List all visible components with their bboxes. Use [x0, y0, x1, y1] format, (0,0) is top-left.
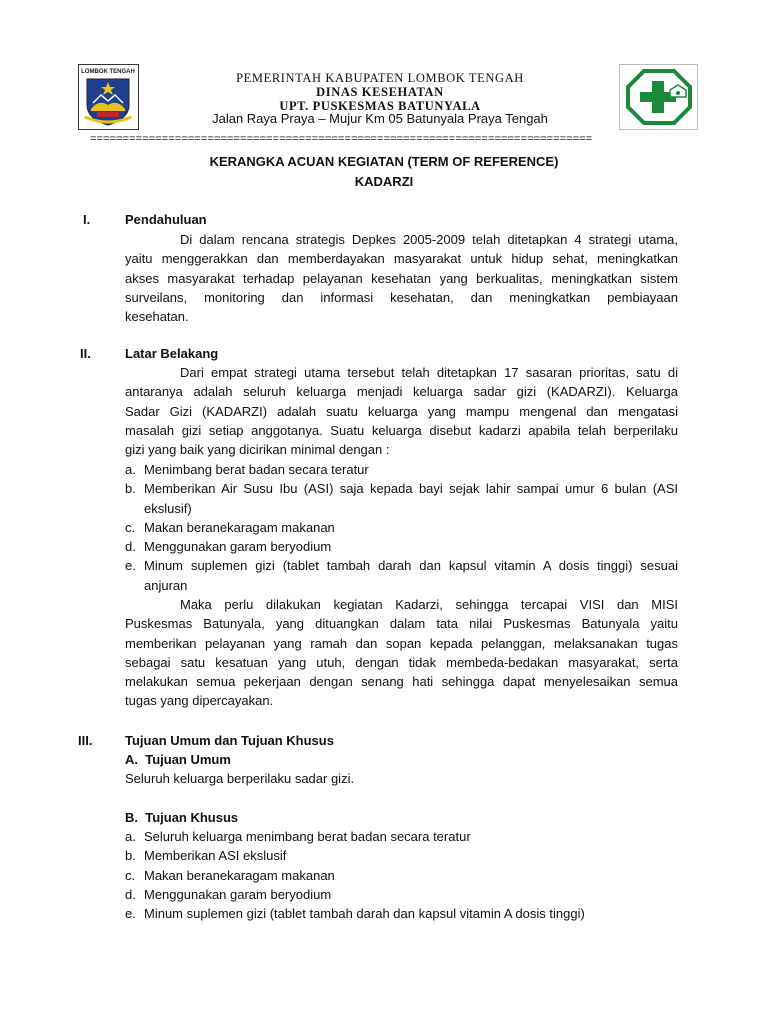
list-text: Memberikan ASI ekslusif [144, 848, 287, 864]
list-item [125, 479, 678, 518]
section-3-heading: Tujuan Umum dan Tujuan Khusus [125, 733, 334, 748]
paragraph-line: Di dalam rencana strategis Depkes 2005-2009 telah ditetapkan 4 strategi utama, [180, 232, 678, 247]
list-marker: b. [125, 481, 136, 497]
section-2-heading: Latar Belakang [125, 346, 219, 361]
list-item [125, 827, 678, 846]
crest-caption: LOMBOK TENGAH [81, 69, 135, 75]
header-address: Jalan Raya Praya – Mujur Km 05 Batunyala Praya Tengah [212, 111, 548, 126]
list-text: ekslusif) [144, 500, 192, 516]
header-puskesmas: UPT. PUSKESMAS BATUNYALA [279, 99, 481, 113]
section-3-number: III. [78, 733, 93, 748]
header-government: PEMERINTAH KABUPATEN LOMBOK TENGAH [236, 71, 524, 85]
section-2-number: II. [80, 346, 91, 361]
paragraph-line: memberikan pelayanan yang ramah dan sopan kepada pelanggan, melaksanakan tugas [125, 635, 678, 651]
section-2-closing-paragraph [125, 595, 678, 711]
kadarzi-criteria-list [125, 460, 678, 595]
list-marker: c. [125, 519, 136, 535]
list-item [125, 460, 678, 479]
list-marker: a. [125, 829, 136, 844]
paragraph-line: surveilans, monitoring dan informasi kesehatan, dan meningkatkan pembiayaan [125, 289, 678, 305]
tujuan-khusus-heading: B. Tujuan Khusus [125, 810, 239, 825]
section-2-paragraph [125, 363, 678, 459]
document-title: KERANGKA ACUAN KEGIATAN (TERM OF REFERENCE) [209, 154, 559, 169]
document-subtitle: KADARZI [354, 174, 414, 189]
list-text: anjuran [144, 577, 188, 593]
paragraph-line: gizi yang baik yang dicirikan minimal dengan : [125, 442, 390, 458]
paragraph-line: akses masyarakat terhadap pelayanan kesehatan yang berkualitas, meningkatkan sistem [125, 270, 678, 286]
paragraph-line: sebagai satu kesatuan yang utuh, dengan tidak membeda-bedakan masyarakat, serta [125, 654, 678, 670]
list-item [125, 537, 678, 556]
list-item [125, 904, 678, 923]
list-marker: c. [125, 867, 136, 883]
paragraph-line: Puskesmas Batunyala, yang dituangkan dalam tata nilai Puskesmas Batunyala yaitu [125, 616, 678, 632]
paragraph-line: kesehatan. [125, 309, 189, 325]
paragraph-line: Dari empat strategi utama tersebut telah ditetapkan 17 sasaran prioritas, satu di [180, 365, 678, 380]
paragraph-line: yaitu menggerakkan dan memberdayakan masyarakat untuk hidup sehat, meningkatkan [125, 251, 678, 267]
paragraph-line: Sadar Gizi (KADARZI) adalah suatu keluarga yang mampu mengenal dan mengatasi [125, 403, 678, 419]
list-marker: d. [125, 539, 136, 555]
paragraph-line: melakukan semua pekerjaan dengan senang hati sehingga dapat menyelesaikan semua [125, 674, 678, 690]
header-department: DINAS KESEHATAN [316, 85, 444, 99]
list-item [125, 885, 678, 904]
list-text: Makan beranekaragam makanan [144, 519, 335, 535]
paragraph-line: masalah gizi setiap anggotanya. Suatu keluarga disebut kadarzi apabila telah berperilaku [125, 422, 678, 438]
list-item [125, 866, 678, 885]
section-1-heading: Pendahuluan [125, 212, 207, 227]
list-marker: e. [125, 906, 136, 922]
list-marker: b. [125, 848, 136, 864]
tujuan-umum-heading: A. Tujuan Umum [125, 752, 231, 767]
paragraph-line: Maka perlu dilakukan kegiatan Kadarzi, sehingga tercapai VISI dan MISI [180, 597, 678, 612]
regency-crest-icon [79, 65, 137, 128]
puskesmas-cross-icon [620, 65, 697, 129]
paragraph-line: tugas yang dipercayakan. [125, 693, 274, 709]
section-1-paragraph [125, 230, 678, 326]
list-marker: e. [125, 558, 136, 574]
tujuan-khusus-list [125, 827, 678, 923]
section-1-number: I. [83, 212, 91, 227]
list-marker: a. [125, 462, 136, 477]
puskesmas-logo [619, 64, 698, 130]
list-marker: d. [125, 886, 136, 902]
list-item [125, 556, 678, 595]
header-divider: ============================================================================= [90, 133, 593, 145]
list-text: Menimbang berat badan secara teratur [144, 462, 369, 477]
list-text: Minum suplemen gizi (tablet tambah darah dan kapsul vitamin A dosis tinggi) [144, 906, 585, 922]
list-item [125, 518, 678, 537]
list-text: Menggunakan garam beryodium [144, 886, 332, 902]
list-text: Memberikan Air Susu Ibu (ASI) saja kepada bayi sejak lahir sampai umur 6 bulan (ASI [144, 481, 678, 497]
paragraph-line: antaranya adalah seluruh keluarga menjadi keluarga sadar gizi (KADARZI). Keluarga [125, 384, 678, 400]
list-text: Makan beranekaragam makanan [144, 867, 335, 883]
lombok-tengah-logo [78, 64, 139, 130]
list-text: Seluruh keluarga menimbang berat badan secara teratur [144, 829, 471, 844]
list-text: Minum suplemen gizi (tablet tambah darah dan kapsul vitamin A dosis tinggi) sesuai [144, 558, 678, 574]
list-text: Menggunakan garam beryodium [144, 539, 332, 555]
tujuan-umum-text: Seluruh keluarga berperilaku sadar gizi. [125, 771, 355, 786]
list-item [125, 846, 678, 865]
